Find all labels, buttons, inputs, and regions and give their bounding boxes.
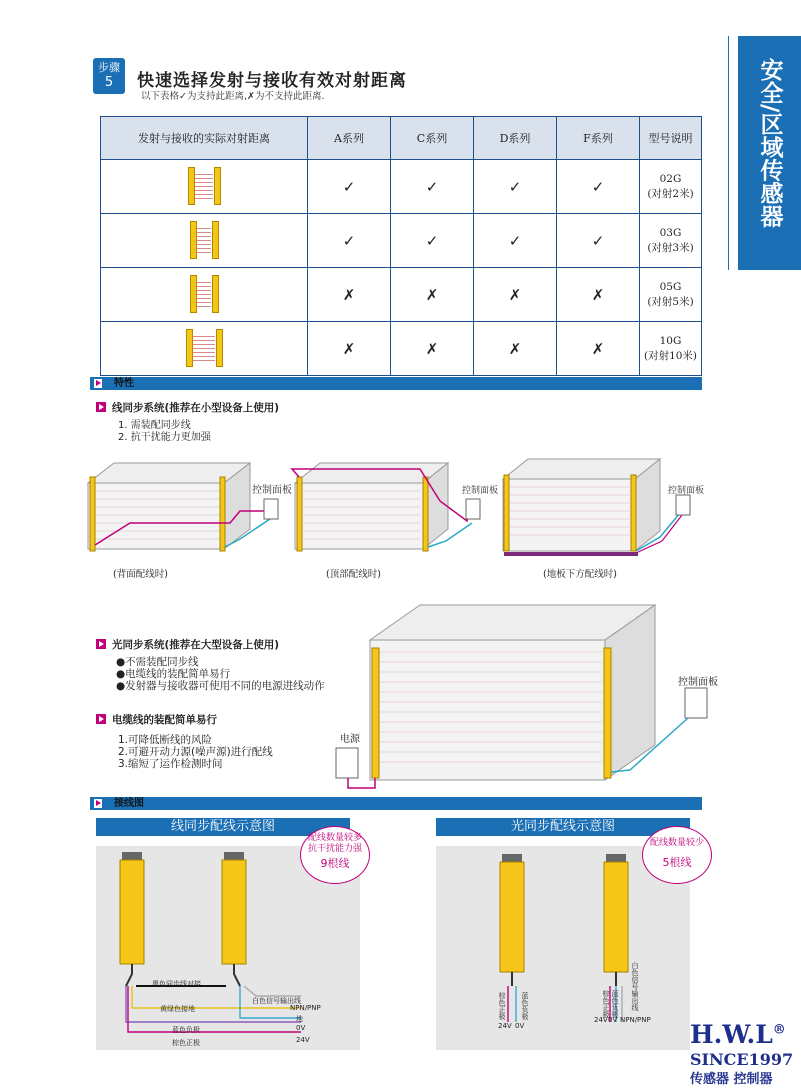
mark: ✗ [474, 322, 557, 376]
mark: ✓ [474, 160, 557, 214]
caption-floor: (地板下方配线时) [543, 569, 617, 580]
play-icon [94, 379, 102, 388]
section-bar-wiring [90, 797, 702, 810]
mark: ✓ [474, 214, 557, 268]
note-line: 配线数量较少 [649, 838, 704, 848]
panel-label-2: 控制面板 [462, 486, 499, 496]
line-sync-heading-text: 线同步系统(推荐在小型设备上使用) [112, 402, 280, 414]
step-number: 5 [104, 75, 114, 90]
table-row [101, 268, 702, 322]
caption-back: (背面配线时) [113, 569, 168, 580]
box-floor-wiring [503, 459, 690, 556]
model-code: 03G [659, 226, 682, 239]
mark: ✓ [391, 214, 474, 268]
panel-label-3: 控制面板 [668, 486, 705, 496]
brand-name: H.W.L [690, 1020, 773, 1049]
list-item: ●发射器与接收器可使用不同的电源进线动作 [116, 680, 325, 692]
sensor-pair-image [101, 268, 308, 322]
label-0v-left: 0V [296, 1024, 306, 1032]
play-icon [96, 714, 106, 724]
play-icon [94, 799, 102, 808]
header-a: A系列 [308, 117, 391, 160]
distance-table [100, 116, 702, 376]
label-0v-right-2: 0V [608, 1016, 618, 1024]
line-sync-heading [96, 400, 279, 415]
mark: ✓ [308, 214, 391, 268]
header-c: C系列 [391, 117, 474, 160]
label-24v-right-2: 24V [594, 1016, 608, 1024]
brand-since: SINCE1997 [690, 1050, 794, 1069]
step-label: 步骤 [98, 61, 120, 74]
label-npnpnp-right: NPN/PNP [620, 1016, 651, 1024]
label-yg: 黄绿色接地 [160, 1005, 195, 1013]
model-cell [640, 322, 702, 376]
model-desc: (对射2米) [647, 187, 694, 200]
cable-heading [96, 712, 217, 727]
mark: ✗ [557, 268, 640, 322]
label-sync: 黑色同步线对接 [152, 980, 201, 988]
line-sync-list [118, 420, 211, 444]
mark: ✓ [308, 160, 391, 214]
list-item: ●电缆线的装配简单易行 [116, 668, 231, 680]
model-code: 05G [659, 280, 682, 293]
label-blue-left: 蓝色负极 [172, 1026, 200, 1034]
model-desc: (对射3米) [647, 241, 694, 254]
brand-tagline: 传感器 控制器 [690, 1072, 773, 1087]
table-row [101, 160, 702, 214]
category-label: 安全/区域传感器 [756, 58, 783, 228]
label-brown-right: 棕色正极 [498, 992, 506, 1020]
category-side-tab [738, 36, 801, 270]
note-count: 9根线 [320, 857, 350, 870]
label-blue-right: 蓝色负极 [521, 992, 529, 1020]
label-npnpnp-left: NPN/PNP [290, 1004, 321, 1012]
model-cell [640, 268, 702, 322]
power-label: 电源 [340, 734, 360, 745]
mark: ✓ [557, 160, 640, 214]
caption-top: (顶部配线时) [326, 569, 381, 580]
label-brown-left: 棕色正极 [172, 1039, 200, 1047]
label-24v-left: 24V [296, 1036, 310, 1044]
model-desc: (对射5米) [647, 295, 694, 308]
optical-sync-heading-text: 光同步系统(推荐在大型设备上使用) [112, 639, 280, 651]
brand-logo [690, 1020, 786, 1049]
box-top-wiring [292, 463, 480, 551]
table-row [101, 214, 702, 268]
panel-label-1: 控制面板 [252, 485, 292, 496]
mark: ✗ [474, 268, 557, 322]
header-model: 型号说明 [640, 117, 702, 160]
table-row [101, 322, 702, 376]
mark: ✓ [557, 214, 640, 268]
header-distance: 发射与接收的实际对射距离 [101, 117, 308, 160]
line-sync-illustrations [80, 455, 720, 585]
label-white: 白色信号输出线 [252, 997, 301, 1005]
section-title: 接线图 [114, 798, 144, 809]
mark: ✓ [391, 160, 474, 214]
model-code: 10G [659, 334, 682, 347]
model-cell [640, 214, 702, 268]
list-item: ●不需装配同步线 [116, 656, 199, 668]
model-cell [640, 160, 702, 214]
label-brown-right-2: 棕色正极 [602, 990, 610, 1018]
page-subtitle: 以下表格✓为支持此距离,✗为不支持此距离. [141, 91, 325, 102]
label-0v-right: 0V [515, 1022, 525, 1030]
note-count: 5根线 [662, 856, 692, 869]
list-item: 2.可避开动力源(噪声源)进行配线 [118, 746, 273, 758]
label-24v-right: 24V [498, 1022, 512, 1030]
header-d: D系列 [474, 117, 557, 160]
section-title: 特性 [114, 378, 134, 389]
play-icon [96, 402, 106, 412]
optical-sync-list [116, 656, 325, 692]
cable-heading-text: 电缆线的装配简单易行 [112, 714, 217, 726]
header-f: F系列 [557, 117, 640, 160]
diagram-left-wires [96, 846, 360, 1050]
registered-mark: ® [772, 1022, 786, 1038]
mark: ✗ [391, 268, 474, 322]
cable-list [118, 734, 273, 770]
box-back-wiring [88, 463, 278, 551]
panel-label-optical: 控制面板 [678, 677, 718, 688]
mark: ✗ [391, 322, 474, 376]
list-item: 3.缩短了运作检测时间 [118, 758, 223, 770]
note-line: 配线数量较多 [307, 833, 362, 843]
play-icon [96, 639, 106, 649]
diagram-right-title: 光同步配线示意图 [436, 818, 690, 836]
optical-sync-heading [96, 637, 279, 652]
diagram-right-wires [436, 846, 690, 1050]
note-line: 抗干扰能力强 [307, 844, 362, 854]
diagram-left-title: 线同步配线示意图 [96, 818, 350, 836]
sensor-pair-image [101, 160, 308, 214]
model-desc: (对射10米) [643, 349, 698, 362]
optical-sync-illustration [330, 600, 730, 795]
list-item: 1. 需装配同步线 [118, 420, 191, 431]
list-item: 1.可降低断线的风险 [118, 734, 213, 746]
mark: ✗ [308, 322, 391, 376]
label-ground: 地 [296, 1015, 303, 1023]
mark: ✗ [557, 322, 640, 376]
section-bar-features [90, 377, 702, 390]
page-title: 快速选择发射与接收有效对射距离 [137, 71, 407, 91]
list-item: 2. 抗干扰能力更加强 [118, 432, 211, 443]
model-code: 02G [659, 172, 682, 185]
sensor-pair-image [101, 214, 308, 268]
table-header-row [101, 117, 702, 160]
sensor-pair-image [101, 322, 308, 376]
mark: ✗ [308, 268, 391, 322]
step-badge [93, 58, 125, 94]
label-blue-right-2: 蓝色负极 [611, 990, 619, 1018]
label-white-right: 白色信号输出线 [631, 962, 639, 1011]
